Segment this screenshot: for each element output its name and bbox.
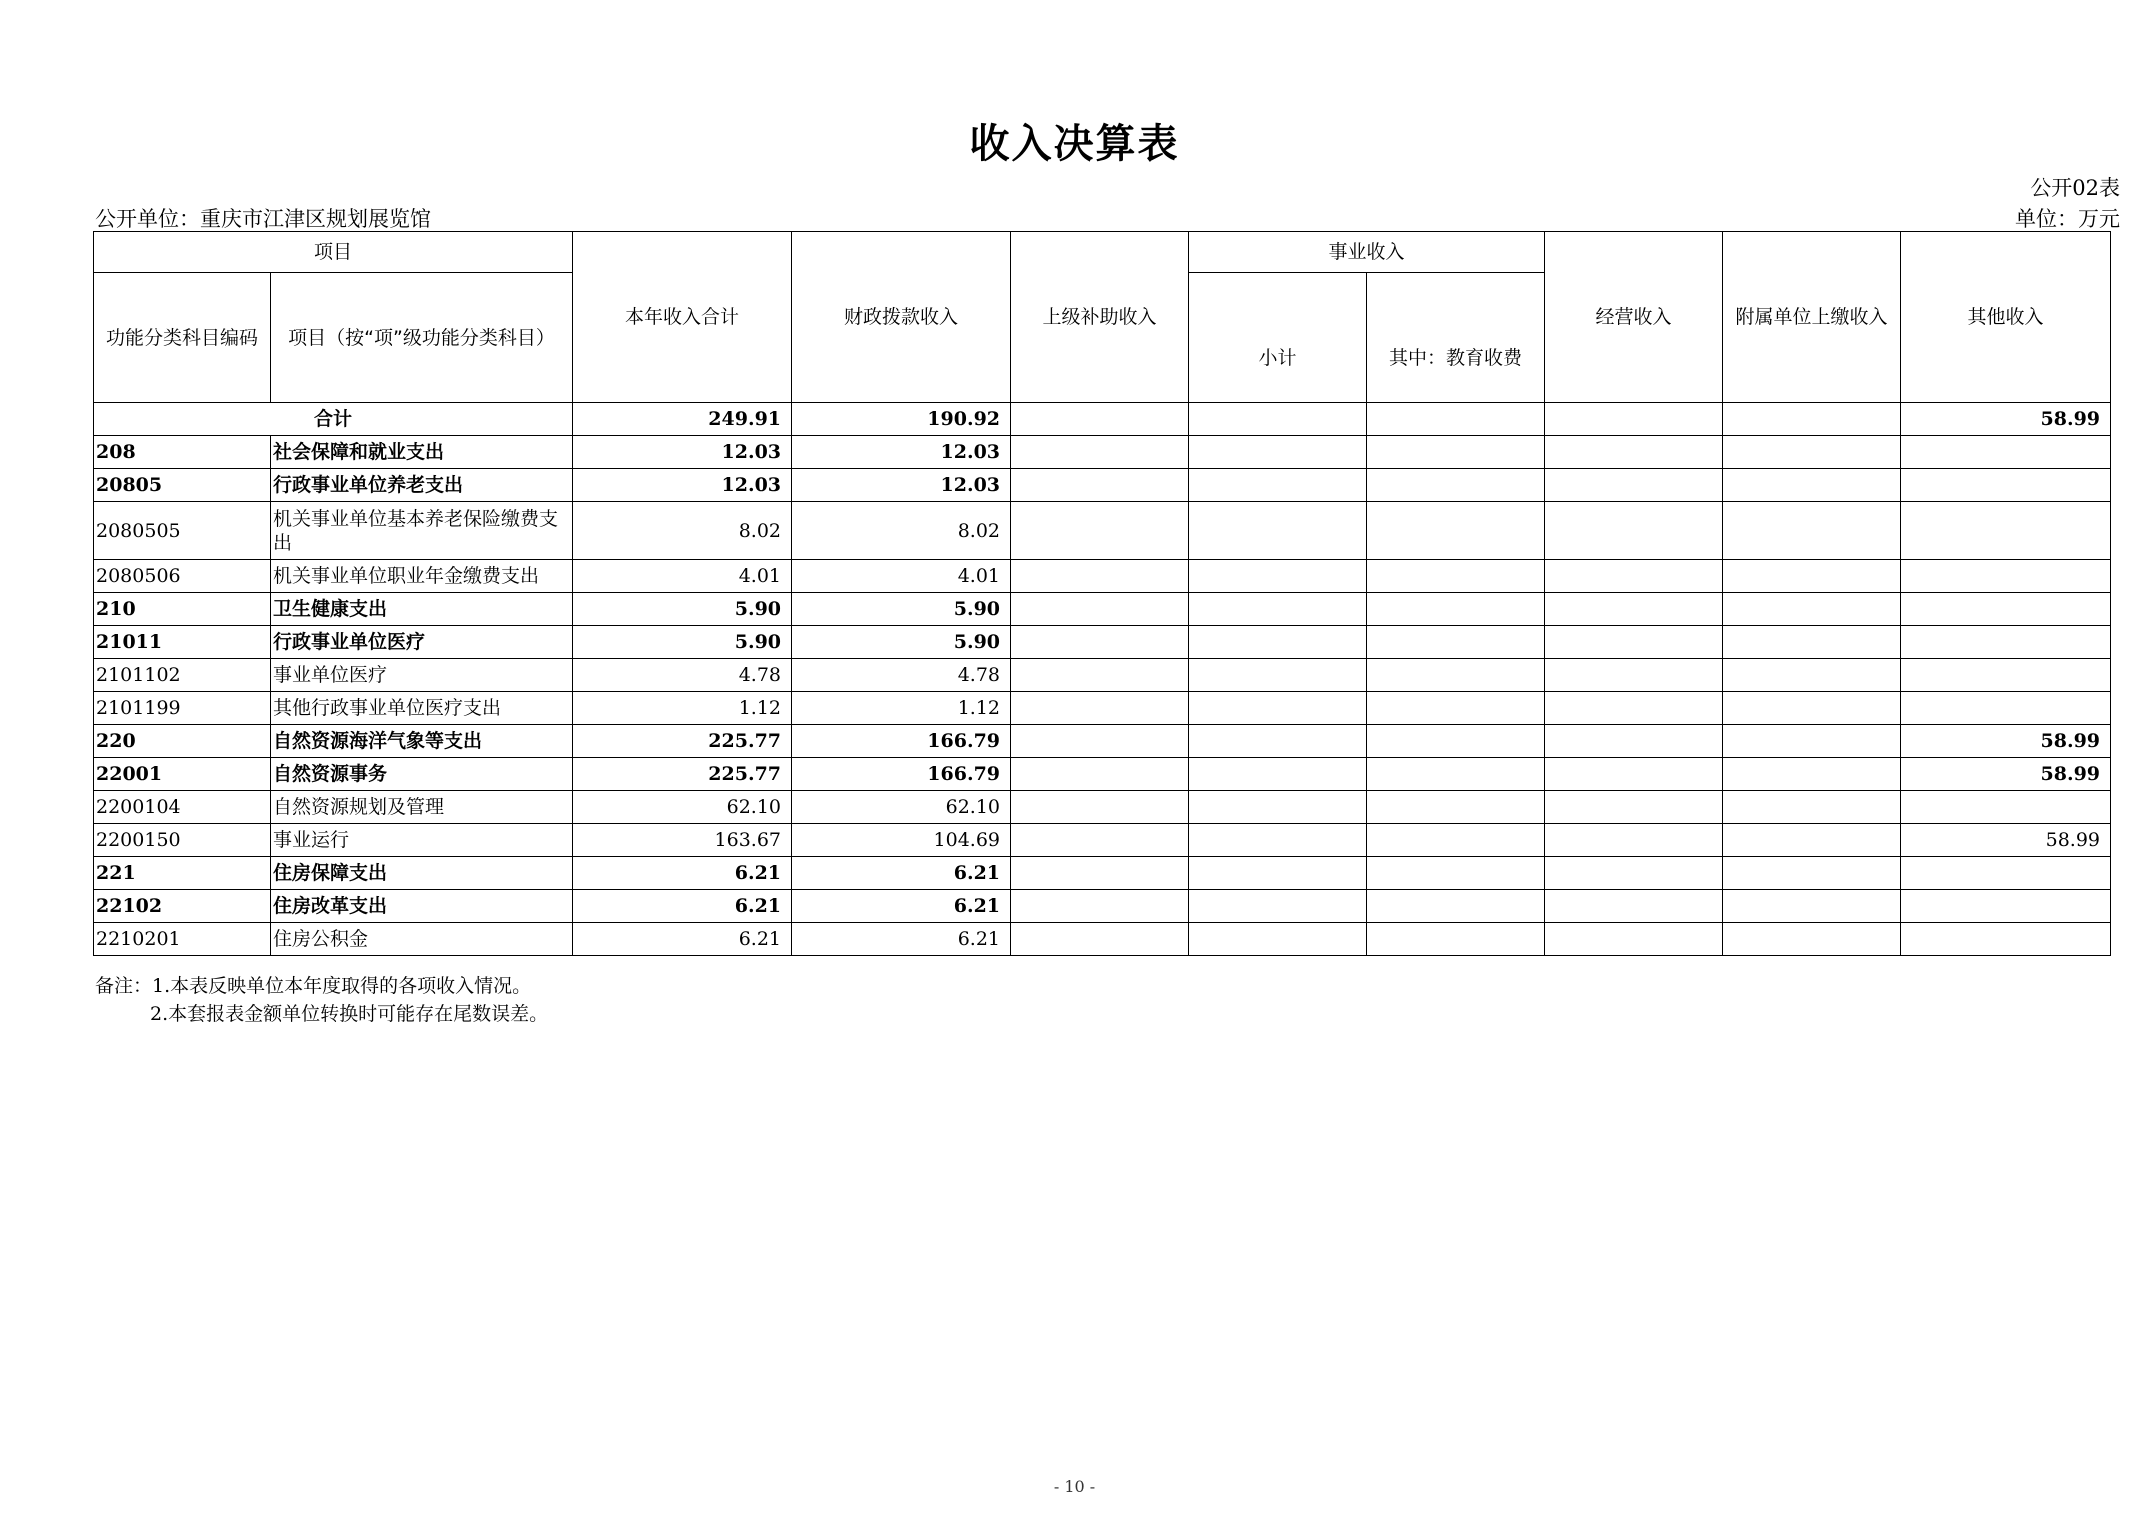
row-total: 225.77 [573, 725, 792, 758]
header-superior: 上级补助收入 [1011, 232, 1189, 403]
page-title: 收入决算表 [969, 121, 1180, 167]
row-code: 20805 [94, 469, 271, 502]
row-empty-cell [1545, 659, 1723, 692]
row-name: 住房保障支出 [271, 857, 573, 890]
row-total: 12.03 [573, 469, 792, 502]
table-body [94, 403, 2111, 956]
row-empty-cell [1189, 857, 1367, 890]
row-empty-cell [1011, 692, 1189, 725]
page-number: - 10 - [1053, 1477, 1096, 1496]
row-code: 22102 [94, 890, 271, 923]
row-other: 58.99 [1901, 758, 2111, 791]
total-fiscal: 190.92 [792, 403, 1011, 436]
row-empty-cell [1723, 857, 1901, 890]
row-fiscal: 1.12 [792, 692, 1011, 725]
header-other: 其他收入 [1901, 232, 2111, 403]
row-empty-cell [1367, 626, 1545, 659]
row-name: 卫生健康支出 [271, 593, 573, 626]
row-total: 4.78 [573, 659, 792, 692]
row-empty-cell [1367, 725, 1545, 758]
row-empty-cell [1723, 626, 1901, 659]
row-empty-cell [1011, 626, 1189, 659]
row-empty-cell [1189, 593, 1367, 626]
table-header [94, 232, 2111, 403]
table-row [94, 758, 2111, 791]
row-empty-cell [1011, 436, 1189, 469]
row-code: 21011 [94, 626, 271, 659]
table-row [94, 791, 2111, 824]
table-row [94, 692, 2111, 725]
row-empty-cell [1723, 560, 1901, 593]
table-row [94, 436, 2111, 469]
row-empty-cell [1189, 502, 1367, 560]
header-subtotal: 小计 [1189, 273, 1367, 403]
table-row [94, 824, 2111, 857]
row-fiscal: 5.90 [792, 593, 1011, 626]
row-fiscal: 166.79 [792, 758, 1011, 791]
row-empty-cell [1545, 502, 1723, 560]
reporting-unit: 公开单位：重庆市江津区规划展览馆 [95, 207, 431, 231]
row-fiscal: 62.10 [792, 791, 1011, 824]
row-other [1901, 791, 2111, 824]
row-empty-cell [1011, 890, 1189, 923]
row-other [1901, 436, 2111, 469]
row-empty-cell [1367, 692, 1545, 725]
row-total: 225.77 [573, 758, 792, 791]
row-code: 2200104 [94, 791, 271, 824]
row-empty-cell [1011, 824, 1189, 857]
row-empty-cell [1189, 725, 1367, 758]
row-name: 事业运行 [271, 824, 573, 857]
row-name: 住房改革支出 [271, 890, 573, 923]
row-total: 1.12 [573, 692, 792, 725]
row-empty-cell [1189, 560, 1367, 593]
row-name: 自然资源规划及管理 [271, 791, 573, 824]
row-empty-cell [1723, 923, 1901, 956]
header-name: 项目（按“项”级功能分类科目） [271, 273, 573, 403]
table-row [94, 923, 2111, 956]
row-name: 其他行政事业单位医疗支出 [271, 692, 573, 725]
row-empty-cell [1367, 502, 1545, 560]
row-other [1901, 692, 2111, 725]
row-empty-cell [1367, 857, 1545, 890]
row-empty-cell [1011, 923, 1189, 956]
row-fiscal: 6.21 [792, 923, 1011, 956]
row-fiscal: 6.21 [792, 890, 1011, 923]
row-empty-cell [1367, 593, 1545, 626]
row-other: 58.99 [1901, 725, 2111, 758]
table-row [94, 857, 2111, 890]
row-fiscal: 6.21 [792, 857, 1011, 890]
row-empty-cell [1189, 692, 1367, 725]
row-empty-cell [1189, 791, 1367, 824]
row-empty-cell [1367, 469, 1545, 502]
row-empty-cell [1367, 824, 1545, 857]
row-name: 社会保障和就业支出 [271, 436, 573, 469]
row-total: 6.21 [573, 890, 792, 923]
row-other [1901, 502, 2111, 560]
income-table [93, 231, 2111, 956]
row-empty-cell [1011, 593, 1189, 626]
row-other [1901, 593, 2111, 626]
table-row [94, 560, 2111, 593]
row-other [1901, 923, 2111, 956]
row-empty-cell [1545, 758, 1723, 791]
row-empty-cell [1545, 692, 1723, 725]
row-empty-cell [1723, 824, 1901, 857]
row-empty-cell [1545, 626, 1723, 659]
total-amount: 249.91 [573, 403, 792, 436]
row-empty-cell [1545, 857, 1723, 890]
row-fiscal: 8.02 [792, 502, 1011, 560]
row-fiscal: 4.78 [792, 659, 1011, 692]
row-code: 2210201 [94, 923, 271, 956]
row-total: 163.67 [573, 824, 792, 857]
row-empty-cell [1723, 659, 1901, 692]
row-code: 221 [94, 857, 271, 890]
row-empty-cell [1011, 659, 1189, 692]
row-code: 220 [94, 725, 271, 758]
row-empty-cell [1545, 791, 1723, 824]
row-empty-cell [1723, 890, 1901, 923]
row-total: 12.03 [573, 436, 792, 469]
header-business: 事业收入 [1189, 232, 1545, 273]
row-empty-cell [1545, 890, 1723, 923]
table-row [94, 593, 2111, 626]
row-empty-cell [1723, 469, 1901, 502]
table-row [94, 725, 2111, 758]
row-total: 62.10 [573, 791, 792, 824]
row-total: 6.21 [573, 857, 792, 890]
row-code: 2080506 [94, 560, 271, 593]
row-empty-cell [1723, 502, 1901, 560]
row-other: 58.99 [1901, 824, 2111, 857]
row-empty-cell [1545, 923, 1723, 956]
row-other [1901, 659, 2111, 692]
row-empty-cell [1189, 626, 1367, 659]
row-total: 5.90 [573, 626, 792, 659]
table-row [94, 659, 2111, 692]
row-empty-cell [1011, 725, 1189, 758]
row-empty-cell [1189, 923, 1367, 956]
row-total: 5.90 [573, 593, 792, 626]
table-row [94, 890, 2111, 923]
row-empty-cell [1011, 758, 1189, 791]
row-name: 事业单位医疗 [271, 659, 573, 692]
note-line-1: 备注：1.本表反映单位本年度取得的各项收入情况。 [95, 975, 532, 997]
row-total: 4.01 [573, 560, 792, 593]
form-number: 公开02表 [2030, 176, 2120, 200]
row-fiscal: 166.79 [792, 725, 1011, 758]
row-empty-cell [1011, 791, 1189, 824]
row-name: 自然资源事务 [271, 758, 573, 791]
row-empty-cell [1723, 692, 1901, 725]
row-total: 8.02 [573, 502, 792, 560]
row-empty-cell [1011, 502, 1189, 560]
row-empty-cell [1545, 725, 1723, 758]
table-row [94, 502, 2111, 560]
row-empty-cell [1367, 890, 1545, 923]
row-empty-cell [1545, 469, 1723, 502]
total-row [94, 403, 2111, 436]
row-name: 行政事业单位医疗 [271, 626, 573, 659]
row-name: 机关事业单位职业年金缴费支出 [271, 560, 573, 593]
row-empty-cell [1011, 469, 1189, 502]
row-empty-cell [1723, 758, 1901, 791]
row-empty-cell [1011, 857, 1189, 890]
row-empty-cell [1367, 436, 1545, 469]
header-project: 项目 [94, 232, 573, 273]
row-code: 208 [94, 436, 271, 469]
table-row [94, 626, 2111, 659]
row-other [1901, 626, 2111, 659]
table-row [94, 469, 2111, 502]
row-name: 自然资源海洋气象等支出 [271, 725, 573, 758]
row-empty-cell [1723, 593, 1901, 626]
row-empty-cell [1545, 436, 1723, 469]
row-empty-cell [1367, 659, 1545, 692]
row-empty-cell [1545, 593, 1723, 626]
header-education: 其中：教育收费 [1367, 273, 1545, 403]
row-code: 2101102 [94, 659, 271, 692]
header-fiscal: 财政拨款收入 [792, 232, 1011, 403]
row-total: 6.21 [573, 923, 792, 956]
row-empty-cell [1189, 436, 1367, 469]
row-empty-cell [1545, 560, 1723, 593]
row-empty-cell [1367, 791, 1545, 824]
row-empty-cell [1189, 469, 1367, 502]
row-code: 22001 [94, 758, 271, 791]
row-fiscal: 12.03 [792, 469, 1011, 502]
row-fiscal: 12.03 [792, 436, 1011, 469]
row-name: 行政事业单位养老支出 [271, 469, 573, 502]
row-fiscal: 4.01 [792, 560, 1011, 593]
currency-unit: 单位：万元 [2015, 207, 2120, 231]
row-name: 住房公积金 [271, 923, 573, 956]
row-other [1901, 890, 2111, 923]
row-other [1901, 857, 2111, 890]
row-empty-cell [1189, 824, 1367, 857]
row-fiscal: 104.69 [792, 824, 1011, 857]
total-other: 58.99 [1901, 403, 2111, 436]
row-other [1901, 469, 2111, 502]
row-name: 机关事业单位基本养老保险缴费支出 [271, 502, 573, 560]
row-code: 210 [94, 593, 271, 626]
total-label: 合计 [94, 403, 573, 436]
row-empty-cell [1723, 436, 1901, 469]
row-empty-cell [1367, 758, 1545, 791]
row-empty-cell [1011, 560, 1189, 593]
row-other [1901, 560, 2111, 593]
row-empty-cell [1189, 659, 1367, 692]
row-empty-cell [1189, 890, 1367, 923]
row-empty-cell [1723, 791, 1901, 824]
row-code: 2101199 [94, 692, 271, 725]
row-code: 2080505 [94, 502, 271, 560]
row-empty-cell [1367, 560, 1545, 593]
header-code: 功能分类科目编码 [94, 273, 271, 403]
row-fiscal: 5.90 [792, 626, 1011, 659]
header-total: 本年收入合计 [573, 232, 792, 403]
row-empty-cell [1189, 758, 1367, 791]
header-affiliated: 附属单位上缴收入 [1723, 232, 1901, 403]
row-empty-cell [1723, 725, 1901, 758]
note-line-2: 2.本套报表金额单位转换时可能存在尾数误差。 [150, 1003, 549, 1025]
table-notes [95, 972, 548, 1028]
row-empty-cell [1367, 923, 1545, 956]
row-empty-cell [1545, 824, 1723, 857]
header-operating: 经营收入 [1545, 232, 1723, 403]
row-code: 2200150 [94, 824, 271, 857]
